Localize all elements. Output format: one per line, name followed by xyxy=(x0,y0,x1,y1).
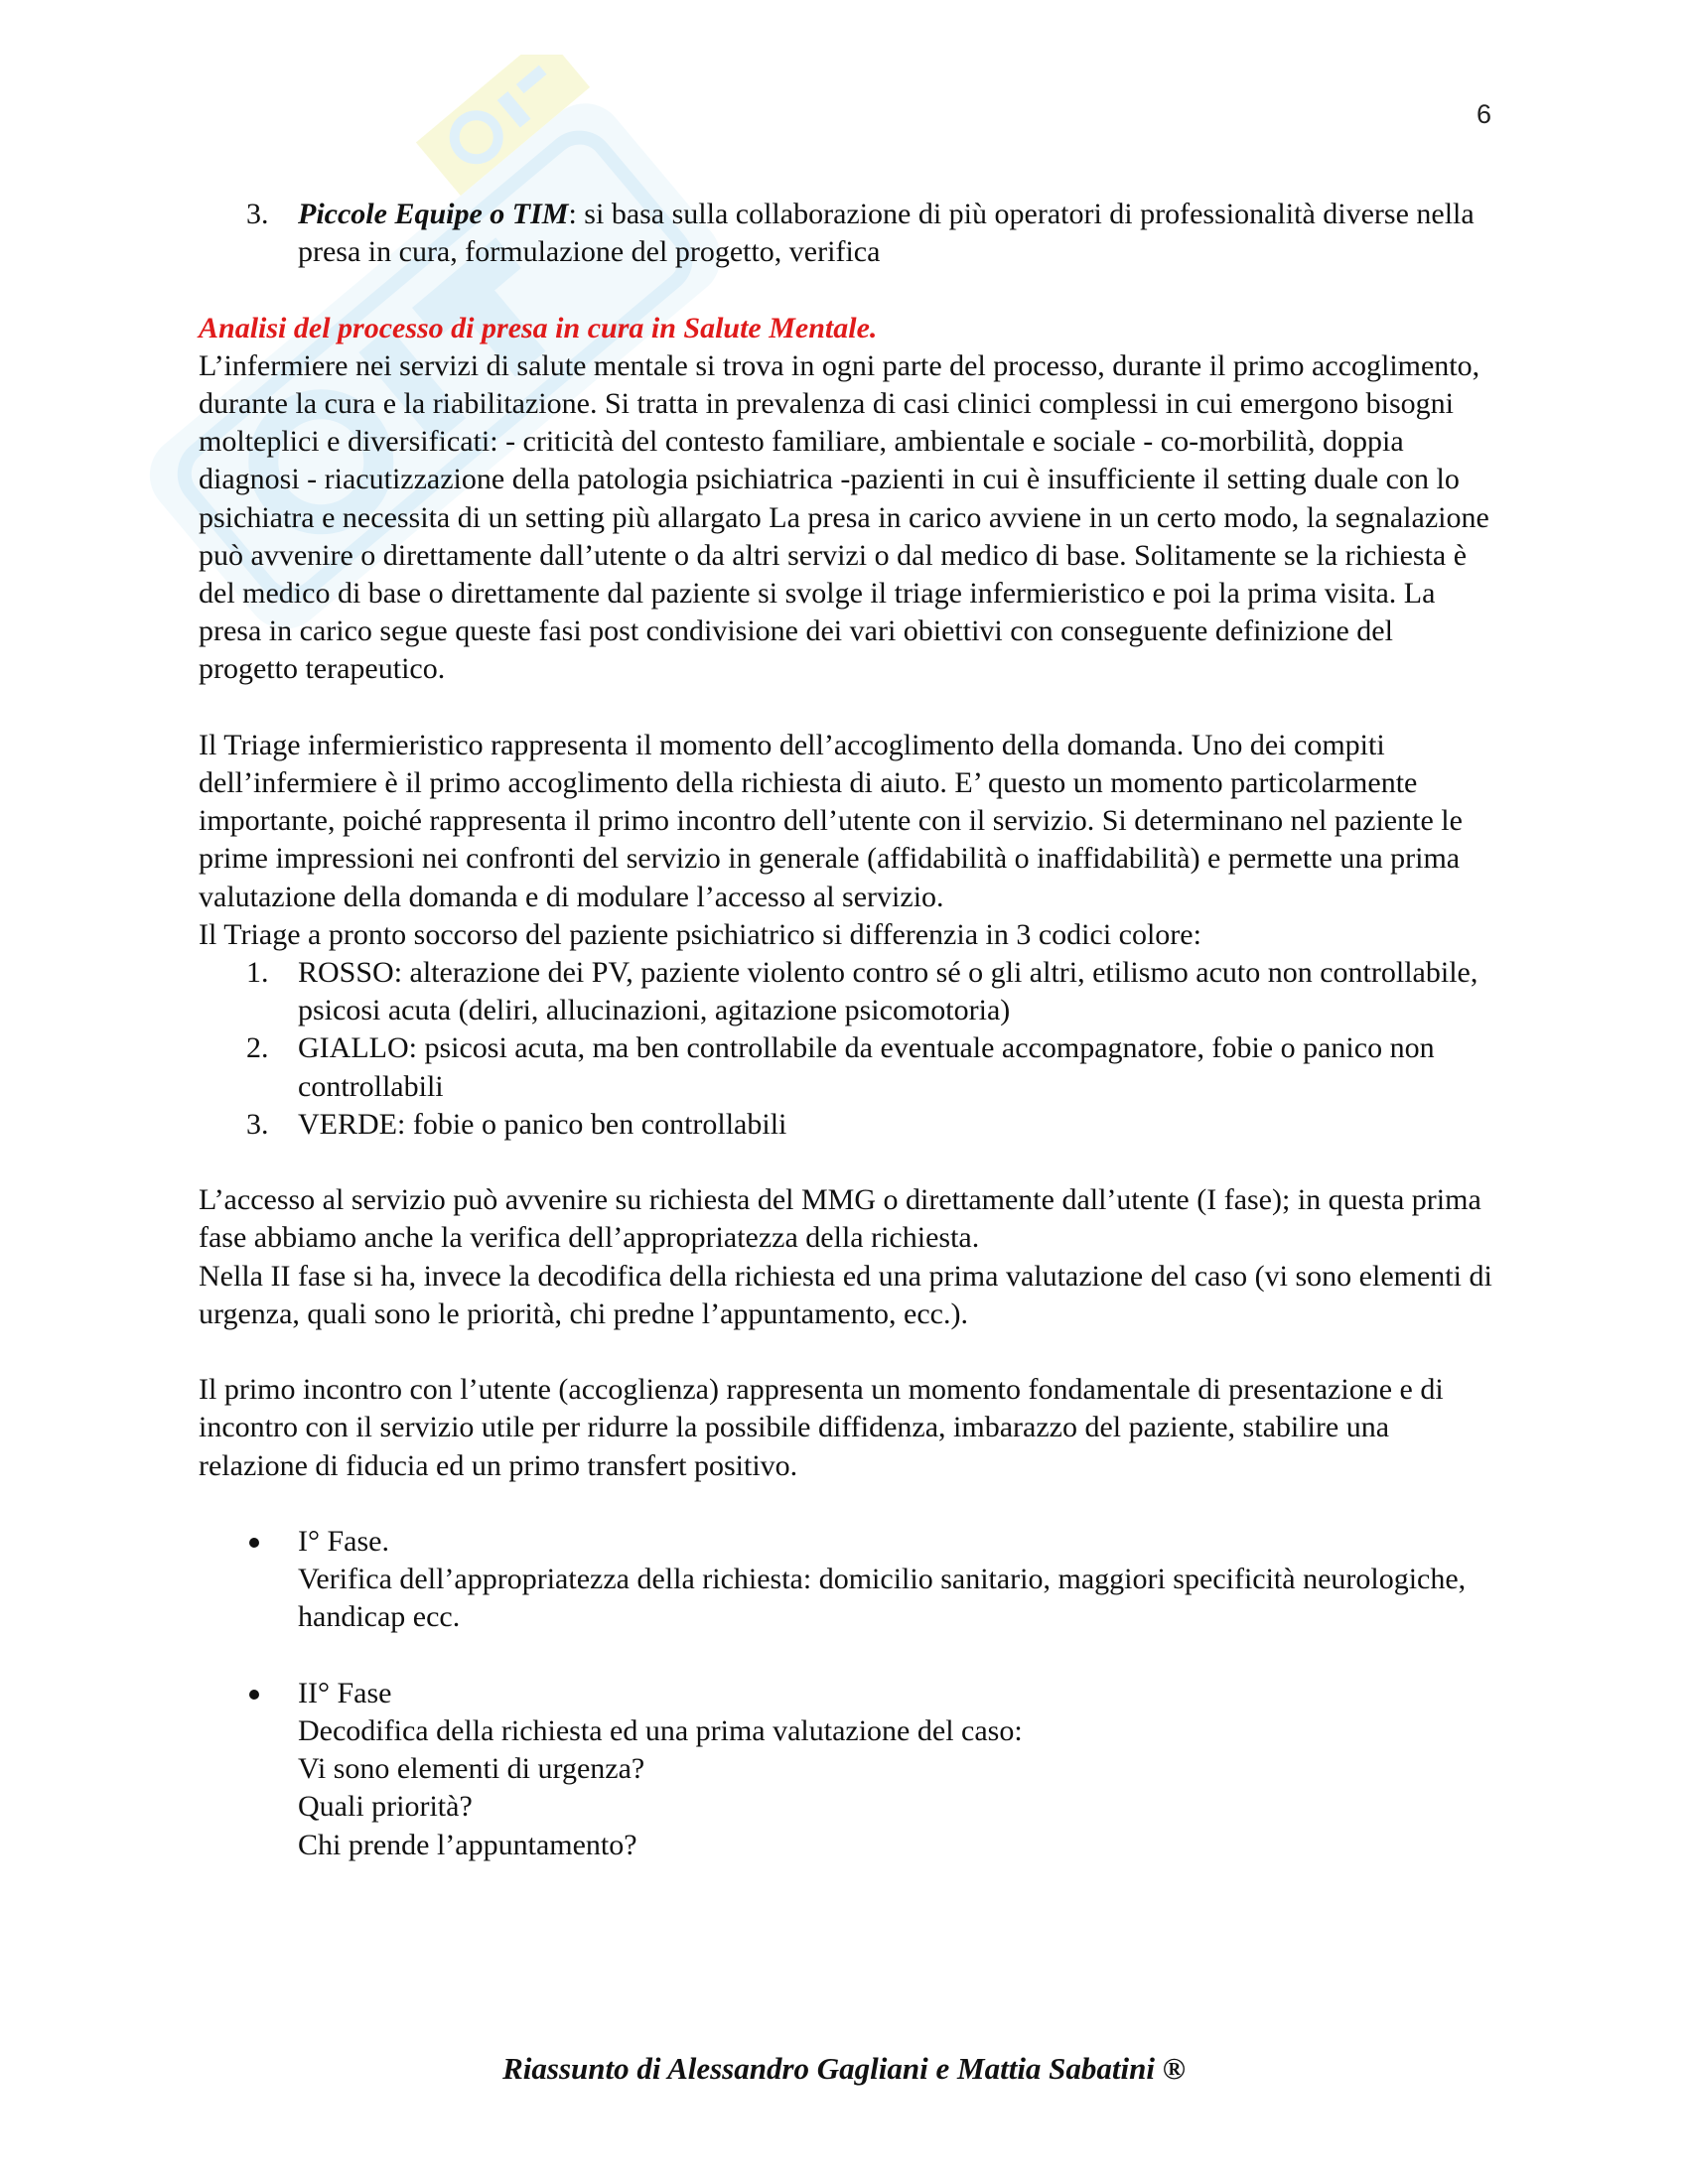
paragraph-primo-incontro: Il primo incontro con l’utente (accoglienza) rappresenta un momento fondamentale di presentazione e di incontro con il servizio utile per ridurre la possibile diffidenza, imbarazzo del paziente, stabilire una relazione di fiducia ed un primo transfert positivo. xyxy=(199,1373,1444,1482)
document-body xyxy=(199,196,1499,1864)
list-item-text: VERDE: fobie o panico ben controllabili xyxy=(298,1107,787,1141)
list-item-number: 1. xyxy=(246,956,269,990)
bullet-icon xyxy=(249,1690,259,1700)
bullet-icon xyxy=(249,1538,259,1548)
paragraph-triage: Il Triage infermieristico rappresenta il momento dell’accoglimento della domanda. Uno dei compiti dell’infermiere è il primo accoglimento della richiesta di aiuto. E’ questo un momento particolarmente importante, poiché rappresenta il primo incontro dell’utente con il servizio. Si determinano nel paziente le prime impressioni nei confronti del servizio in generale (affidabilità o inaffidabilità) e permette una prima valutazione della domanda e di modulare l’accesso al servizio. xyxy=(199,728,1463,913)
paragraph-accesso: L’accesso al servizio può avvenire su richiesta del MMG o direttamente dall’utente (I fase); in questa prima fase abbiamo anche la verifica dell’appropriatezza della richiesta. xyxy=(199,1183,1481,1255)
bullet-line: Quali priorità? xyxy=(298,1790,473,1824)
bullet-line: Vi sono elementi di urgenza? xyxy=(298,1752,645,1786)
bullet-line: Verifica dell’appropriatezza della richiesta: domicilio sanitario, maggiori specificità neurologiche, handicap ecc. xyxy=(298,1563,1467,1634)
list-item-piccole-equipe xyxy=(199,196,1499,271)
section-title: Analisi del processo di presa in cura in Salute Mentale. xyxy=(199,311,878,344)
page-number: 6 xyxy=(1476,99,1491,129)
paragraph-infermiere: L’infermiere nei servizi di salute mentale si trova in ogni parte del processo, durante il primo accoglimento, durante la cura e la riabilitazione. Si tratta in prevalenza di casi clinici complessi in cui emergono bisogni molteplici e diversificati: - criticità del contesto familiare, ambientale e sociale - co-morbilità, doppia diagnosi - riacutizzazione della patologia psichiatrica -pazienti in cui è insufficiente il setting duale con lo psichiatra e necessita di un setting più allargato La presa in carico avviene in un certo modo, la segnalazione può avvenire o direttamente dall’utente o da altri servizi o dal medico di base. Solitamente se la richiesta è del medico di base o direttamente dal paziente si svolge il triage infermieristico e poi la prima visita. La presa in carico segue queste fasi post condivisione dei vari obiettivi con conseguente definizione del progetto terapeutico. xyxy=(199,348,1489,686)
bullet-line: Chi prende l’appuntamento? xyxy=(298,1828,637,1861)
page-footer: Riassunto di Alessandro Gagliani e Mattia Sabatini ® xyxy=(502,2051,1186,2086)
bullet-item-fase-2 xyxy=(199,1675,1499,1864)
list-item-number: 3. xyxy=(246,1107,269,1141)
list-item-text: : si basa sulla collaborazione di più operatori di professionalità diverse nella presa in cura, formulazione del progetto, verifica xyxy=(298,198,1475,269)
paragraph-seconda-fase: Nella II fase si ha, invece la decodifica della richiesta ed una prima valutazione del caso (vi sono elementi di urgenza, quali sono le priorità, chi predne l’appuntamento, ecc.). xyxy=(199,1259,1492,1330)
list-item-number: 2. xyxy=(246,1031,269,1065)
list-item-text: GIALLO: psicosi acuta, ma ben controllabile da eventuale accompagnatore, fobie o panico non controllabili xyxy=(298,1031,1435,1103)
list-item-title: Piccole Equipe o TIM xyxy=(298,198,569,230)
list-item-verde xyxy=(199,1106,1499,1144)
bullet-line: Decodifica della richiesta ed una prima valutazione del caso: xyxy=(298,1714,1023,1748)
list-item-number: 3. xyxy=(246,198,269,230)
list-item-rosso xyxy=(199,954,1499,1029)
list-item-text: ROSSO: alterazione dei PV, paziente violento contro sé o gli altri, etilismo acuto non controllabile, psicosi acuta (deliri, allucinazioni, agitazione psicomotoria) xyxy=(298,956,1478,1027)
list-item-giallo xyxy=(199,1029,1499,1105)
bullet-heading: I° Fase. xyxy=(298,1525,389,1559)
paragraph-triage-codes-intro: Il Triage a pronto soccorso del paziente psichiatrico si differenzia in 3 codici colore: xyxy=(199,917,1201,951)
bullet-item-fase-1 xyxy=(199,1523,1499,1637)
bullet-heading: II° Fase xyxy=(298,1676,392,1709)
